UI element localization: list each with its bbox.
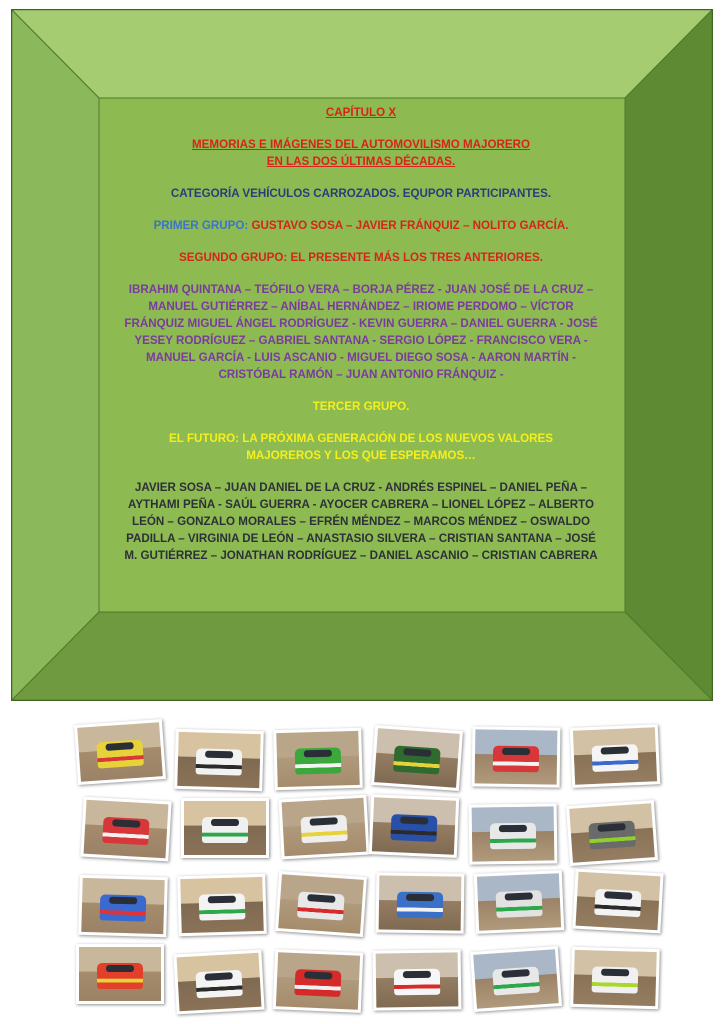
- group3-subtitle-line-2: MAJOREROS Y LOS QUE ESPERAMOS…: [246, 449, 476, 462]
- rally-car-photo: [570, 947, 660, 1009]
- rally-photo-collage: [74, 718, 674, 1018]
- rally-car-photo: [570, 724, 660, 788]
- group3-subtitle: [105, 430, 617, 464]
- rally-car-photo: [181, 798, 269, 858]
- rally-car-photo: [469, 803, 558, 864]
- group2-label: SEGUNDO GRUPO: EL PRESENTE MÁS LOS TRES ANTERIORES.: [179, 251, 543, 264]
- rally-car-photo: [74, 719, 166, 785]
- group2-name-line: MANUEL GUTIÉRREZ – ANÍBAL HERNÁNDEZ – IRIOME PERDOMO – VÍCTOR: [148, 300, 574, 313]
- group3-name-line: JAVIER SOSA – JUAN DANIEL DE LA CRUZ - ANDRÉS ESPINEL – DANIEL PEÑA –: [134, 481, 588, 494]
- rally-car-photo: [78, 875, 168, 937]
- group2-names: [105, 281, 617, 383]
- group2-name-line: CRISTÓBAL RAMÓN – JUAN ANTONIO FRÁNQUIZ -: [218, 368, 504, 381]
- content-panel: [99, 98, 623, 612]
- group3-name-line: M. GUTIÉRREZ – JONATHAN RODRÍGUEZ – DANIEL ASCANIO – CRISTIAN CABRERA: [124, 549, 598, 562]
- group3-name-line: PADILLA – VIRGINIA DE LEÓN – ANASTASIO SILVERA – CRISTIAN SANTANA – JOSÉ: [126, 532, 596, 545]
- group3-name-line: LEÓN – GONZALO MORALES – EFRÉN MÉNDEZ – MARCOS MÉNDEZ – OSWALDO: [132, 515, 590, 528]
- group3-subtitle-line-1: EL FUTURO: LA PRÓXIMA GENERACIÓN DE LOS NUEVOS VALORES: [169, 432, 553, 445]
- group1-line: [105, 217, 617, 234]
- rally-car-photo: [278, 795, 369, 860]
- group2-name-line: YESEY RODRÍGUEZ – GABRIEL SANTANA - SERGIO LÓPEZ - FRANCISCO VERA -: [134, 334, 588, 347]
- rally-car-photo: [474, 870, 564, 934]
- rally-car-photo: [273, 949, 363, 1013]
- rally-car-photo: [76, 944, 164, 1004]
- rally-car-photo: [470, 946, 562, 1012]
- rally-car-photo: [177, 874, 267, 936]
- rally-car-photo: [173, 950, 264, 1015]
- rally-car-photo: [373, 949, 462, 1010]
- rally-car-photo: [376, 872, 465, 933]
- group1-names: GUSTAVO SOSA – JAVIER FRÁNQUIZ – NOLITO GARCÍA.: [248, 219, 569, 232]
- rally-car-photo: [369, 794, 459, 858]
- rally-car-photo: [566, 800, 658, 866]
- rally-car-photo: [273, 728, 363, 790]
- group2-name-line: FRÁNQUIZ MIGUEL ÁNGEL RODRÍGUEZ - KEVIN GUERRA – DANIEL GUERRA - JOSÉ: [124, 317, 598, 330]
- group3-label: TERCER GRUPO.: [312, 400, 410, 413]
- title-line-1: MEMORIAS E IMÁGENES DEL AUTOMOVILISMO MAJORERO: [192, 138, 530, 151]
- chapter-heading: CAPÍTULO X: [325, 106, 397, 119]
- rally-car-photo: [275, 871, 367, 937]
- group3-names: [105, 479, 617, 564]
- rally-car-photo: [572, 869, 663, 934]
- category-line: CATEGORÍA VEHÍCULOS CARROZADOS. EQUPOR PARTICIPANTES.: [170, 187, 552, 200]
- group1-label: PRIMER GRUPO:: [153, 219, 249, 232]
- document-title: [105, 136, 617, 170]
- rally-car-photo: [371, 725, 463, 791]
- group3-name-line: AYTHAMI PEÑA - SAÚL GUERRA - AYOCER CABRERA – LIONEL LÓPEZ – ALBERTO: [128, 498, 594, 511]
- group2-name-line: IBRAHIM QUINTANA – TEÓFILO VERA – BORJA PÉREZ - JUAN JOSÉ DE LA CRUZ –: [128, 283, 594, 296]
- rally-car-photo: [472, 726, 561, 787]
- group2-name-line: MANUEL GARCÍA - LUIS ASCANIO - MIGUEL DIEGO SOSA - AARON MARTÍN -: [145, 351, 577, 364]
- rally-car-photo: [80, 797, 171, 862]
- rally-car-photo: [174, 729, 264, 791]
- title-line-2: EN LAS DOS ÚLTIMAS DÉCADAS.: [266, 155, 456, 168]
